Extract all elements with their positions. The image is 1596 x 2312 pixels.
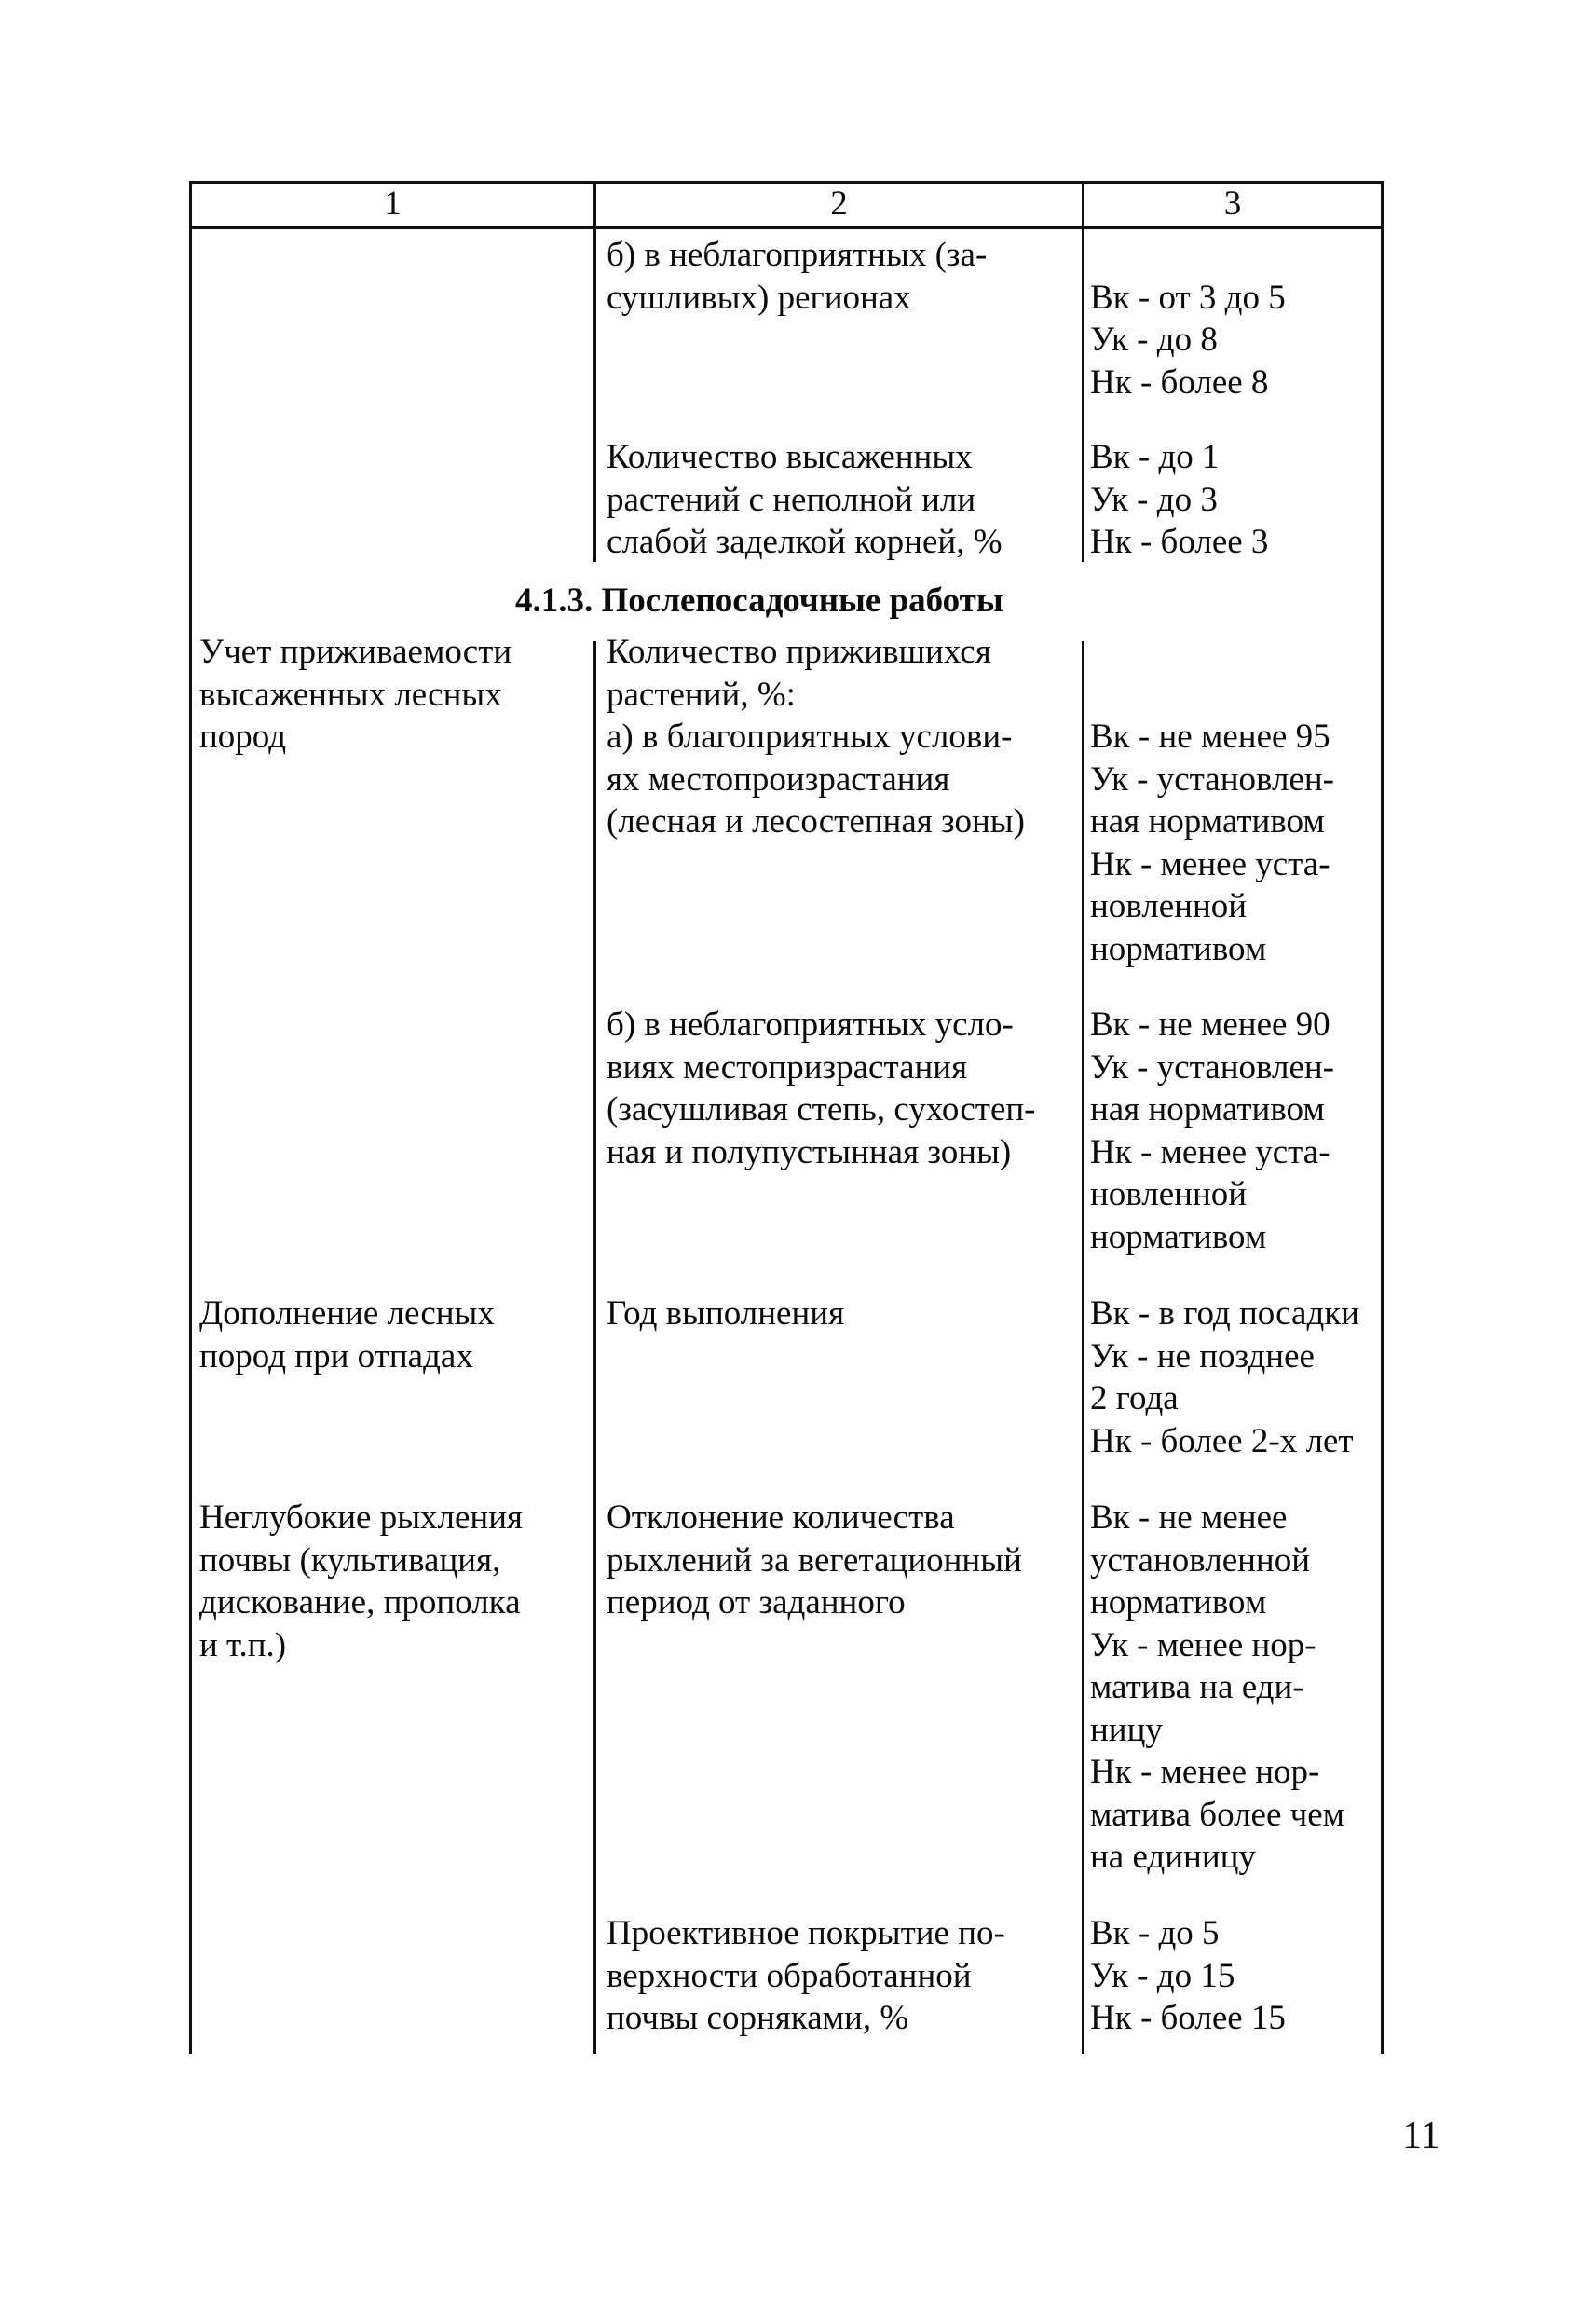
table-left-border xyxy=(189,181,192,2054)
table-right-border xyxy=(1381,181,1384,2054)
row-6-criteria: Вк - до 5 Ук - до 15 Нк - более 15 xyxy=(1090,1914,1286,2037)
row-2-criteria: Вк - не менее 95 Ук - установлен- ная нормативом Нк - менее уста- новленной нормативом xyxy=(1090,718,1334,968)
section-title: 4.1.3. Послепосадочные работы xyxy=(515,581,1003,620)
row-0-criteria: Вк - от 3 до 5 Ук - до 8 Нк - более 8 xyxy=(1090,278,1286,402)
header-col-3: 3 xyxy=(1223,185,1242,223)
row-2-operation: Учет приживаемости высаженных лесных пород xyxy=(199,633,512,756)
col-separator-2-bottom xyxy=(1082,641,1084,2054)
header-col-2: 2 xyxy=(830,185,848,223)
row-4-parameter: Год выполнения xyxy=(607,1294,845,1333)
row-5-criteria: Вк - не менее установленной нормативом Ук - менее нор- матива на еди- ницу Нк - менее нор- матива более чем на единицу xyxy=(1090,1498,1345,1876)
col-separator-2-top xyxy=(1082,181,1084,562)
row-0-parameter: б) в неблагоприятных (за- сушливых) регионах xyxy=(607,236,988,317)
header-bottom-border xyxy=(189,226,1384,229)
row-5-parameter: Отклонение количества рыхлений за вегетационный период от заданного xyxy=(607,1498,1022,1621)
row-2-parameter: Количество прижившихся растений, %: а) в благоприятных услови- ях местопроизрастания (лесная и лесостепная зоны) xyxy=(607,633,1025,841)
col-separator-1-top xyxy=(593,229,596,562)
row-5-operation: Неглубокие рыхления почвы (культивация, дискование, прополка и т.п.) xyxy=(199,1498,524,1664)
row-4-criteria: Вк - в год посадки Ук - не позднее 2 года Нк - более 2-х лет xyxy=(1090,1294,1360,1460)
row-3-criteria: Вк - не менее 90 Ук - установлен- ная нормативом Нк - менее уста- новленной нормативом xyxy=(1090,1006,1334,1256)
row-3-parameter: б) в неблагоприятных усло- виях местопризрастания (засушливая степь, сухостеп- ная и полупустынная зоны) xyxy=(607,1006,1036,1171)
row-1-criteria: Вк - до 1 Ук - до 3 Нк - более 3 xyxy=(1090,438,1269,561)
row-1-parameter: Количество высаженных растений с неполной или слабой заделкой корней, % xyxy=(607,438,1003,561)
row-4-operation: Дополнение лесных пород при отпадах xyxy=(199,1294,495,1375)
row-6-parameter: Проективное покрытие по- верхности обработанной почвы сорняками, % xyxy=(607,1914,1005,2037)
header-col-1: 1 xyxy=(384,185,402,223)
col-separator-1-bottom xyxy=(593,641,596,2054)
page-number: 11 xyxy=(1402,2114,1440,2157)
